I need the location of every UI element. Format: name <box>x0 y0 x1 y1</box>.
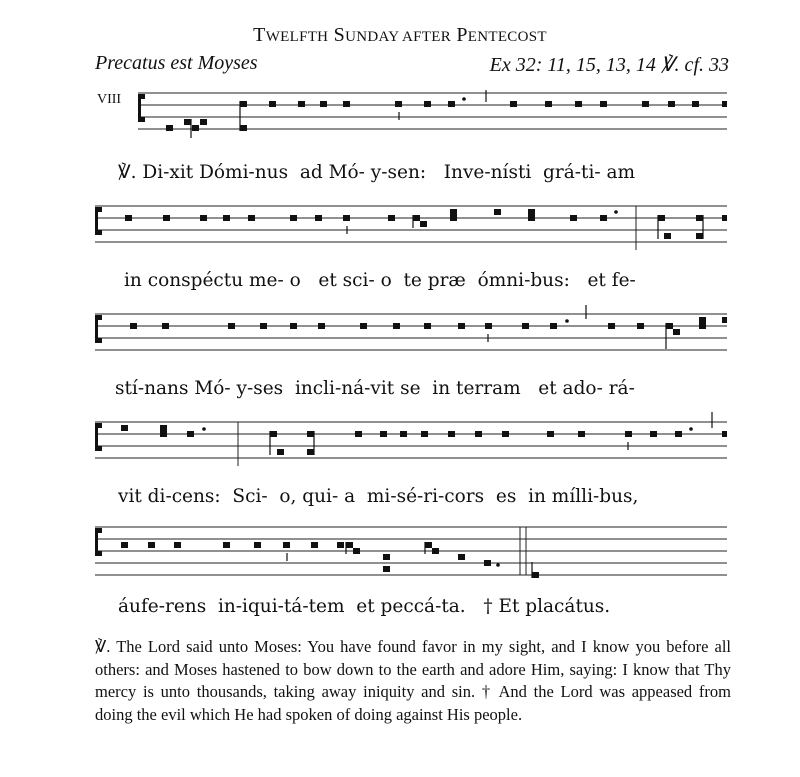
staff-3 <box>0 305 800 360</box>
lyric-line-1: ℣. Di-xit Dómi-nus ad Mó- y-sen: Inve-nísti grá-ti- am <box>118 162 636 183</box>
do-clef-icon <box>95 315 102 343</box>
lyric-line-3: stí-nans Mó- y-ses incli-ná-vit se in terram et ado- rá- <box>115 378 635 399</box>
staff-2 <box>0 200 800 255</box>
lyric-line-4: vit di-cens: Sci- o, qui- a mi-sé-ri-cors es in mílli-bus, <box>118 486 639 507</box>
page-title: TWELFTH SUNDAY AFTER PENTECOST <box>253 24 547 46</box>
lyric-line-2: in conspéctu me- o et sci- o te præ ómni-bus: et fe- <box>124 270 636 291</box>
do-clef-icon <box>138 94 145 122</box>
scripture-reference: Ex 32: 11, 15, 13, 14 ℣. cf. 33 <box>489 54 729 76</box>
staff-5 <box>0 520 800 580</box>
staff-4 <box>0 410 800 468</box>
english-translation: ℣. The Lord said unto Moses: You have found favor in my sight, and I know you before all others: and Moses hastened to bow down to the earth and adore Him, saying: I know that Thy mercy is unto thousands, taking away iniquity and sin. † And the Lord was appeased from doing the evil which He had spoken of doing against His people. <box>95 637 731 724</box>
staff-1 <box>0 90 800 140</box>
do-clef-icon <box>95 207 102 235</box>
chant-incipit: Precatus est Moyses <box>95 52 258 74</box>
do-clef-icon <box>95 528 102 556</box>
lyric-line-5: áufe-rens in-iqui-tá-tem et peccá-ta. † Et placátus. <box>118 596 611 617</box>
chant-mode: VIII <box>97 92 122 107</box>
do-clef-icon <box>95 423 102 451</box>
